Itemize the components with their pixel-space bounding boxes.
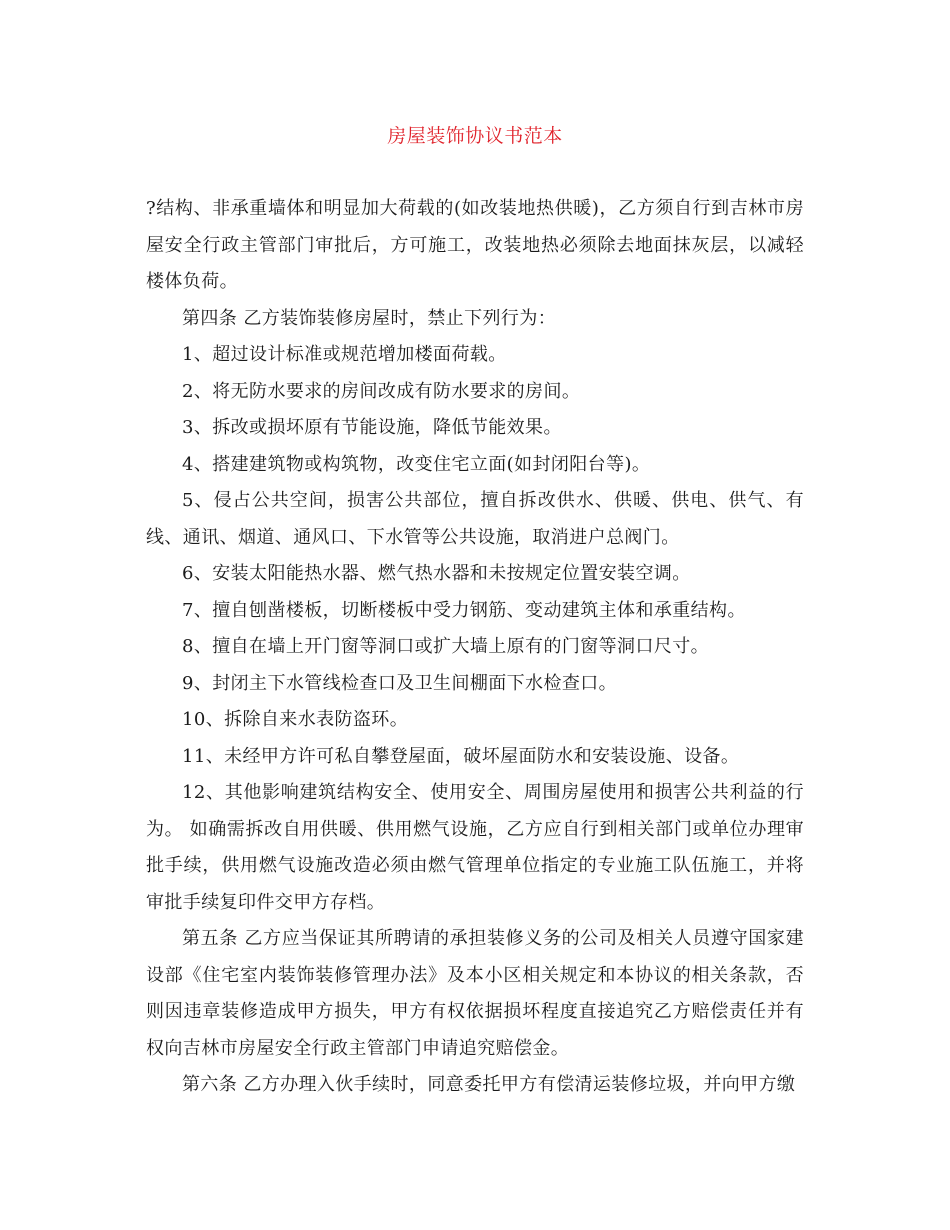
list-item-prohibited-12: 12、其他影响建筑结构安全、使用安全、周围房屋使用和损害公共利益的行为。 如确需拆改自用供暖、供用燃气设施，乙方应自行到相关部门或单位办理审批手续，供用燃气设施改造必须由燃气管理单位指定的专业施工队伍施工，并将审批手续复印件交甲方存档。: [146, 782, 804, 913]
list-item-prohibited-2: 2、将无防水要求的房间改成有防水要求的房间。: [182, 380, 581, 402]
list-item-prohibited-7: 7、擅自刨凿楼板，切断楼板中受力钢筋、变动建筑主体和承重结构。: [182, 599, 746, 621]
paragraph-article-6: 第六条 乙方办理入伙手续时，同意委托甲方有偿清运装修垃圾，并向甲方缴: [182, 1074, 796, 1095]
list-item-prohibited-5: 5、侵占公共空间，损害公共部位，擅自拆改供水、供暖、供电、供气、有线、通讯、烟道、通风口、下水管等公共设施，取消进户总阀门。: [146, 490, 804, 548]
list-item-prohibited-9: 9、封闭主下水管线检查口及卫生间棚面下水检查口。: [182, 672, 618, 694]
list-item-prohibited-11: 11、未经甲方许可私自攀登屋面，破坏屋面防水和安装设施、设备。: [182, 745, 740, 767]
list-item-prohibited-3: 3、拆改或损坏原有节能设施，降低节能效果。: [182, 417, 562, 438]
paragraph-structure-clause: ?结构、非承重墙体和明显加大荷载的(如改装地热供暖)，乙方须自行到吉林市房屋安全行政主管部门审批后，方可施工，改装地热必须除去地面抹灰层，以减轻楼体负荷。: [146, 198, 804, 292]
document-title: 房屋装饰协议书范本: [387, 125, 563, 147]
paragraph-article-5: 第五条 乙方应当保证其所聘请的承担装修义务的公司及相关人员遵守国家建设部《住宅室内装饰装修管理办法》及本小区相关规定和本协议的相关条款，否则因违章装修造成甲方损失，甲方有权依据损坏程度直接追究乙方赔偿责任并有权向吉林市房屋安全行政主管部门申请追究赔偿金。: [146, 928, 804, 1059]
list-item-prohibited-1: 1、超过设计标准或规范增加楼面荷载。: [182, 344, 507, 365]
paragraph-article-4-heading: 第四条 乙方装饰装修房屋时，禁止下列行为：: [182, 307, 557, 329]
document-body: [146, 191, 804, 1104]
list-item-prohibited-8: 8、擅自在墙上开门窗等洞口或扩大墙上原有的门窗等洞口尺寸。: [182, 636, 710, 657]
list-item-prohibited-10: 10、拆除自来水表防盗环。: [182, 709, 409, 730]
list-item-prohibited-6: 6、安装太阳能热水器、燃气热水器和未按规定位置安装空调。: [182, 563, 691, 584]
list-item-prohibited-4: 4、搭建建筑物或构筑物，改变住宅立面(如封闭阳台等)。: [182, 453, 651, 475]
